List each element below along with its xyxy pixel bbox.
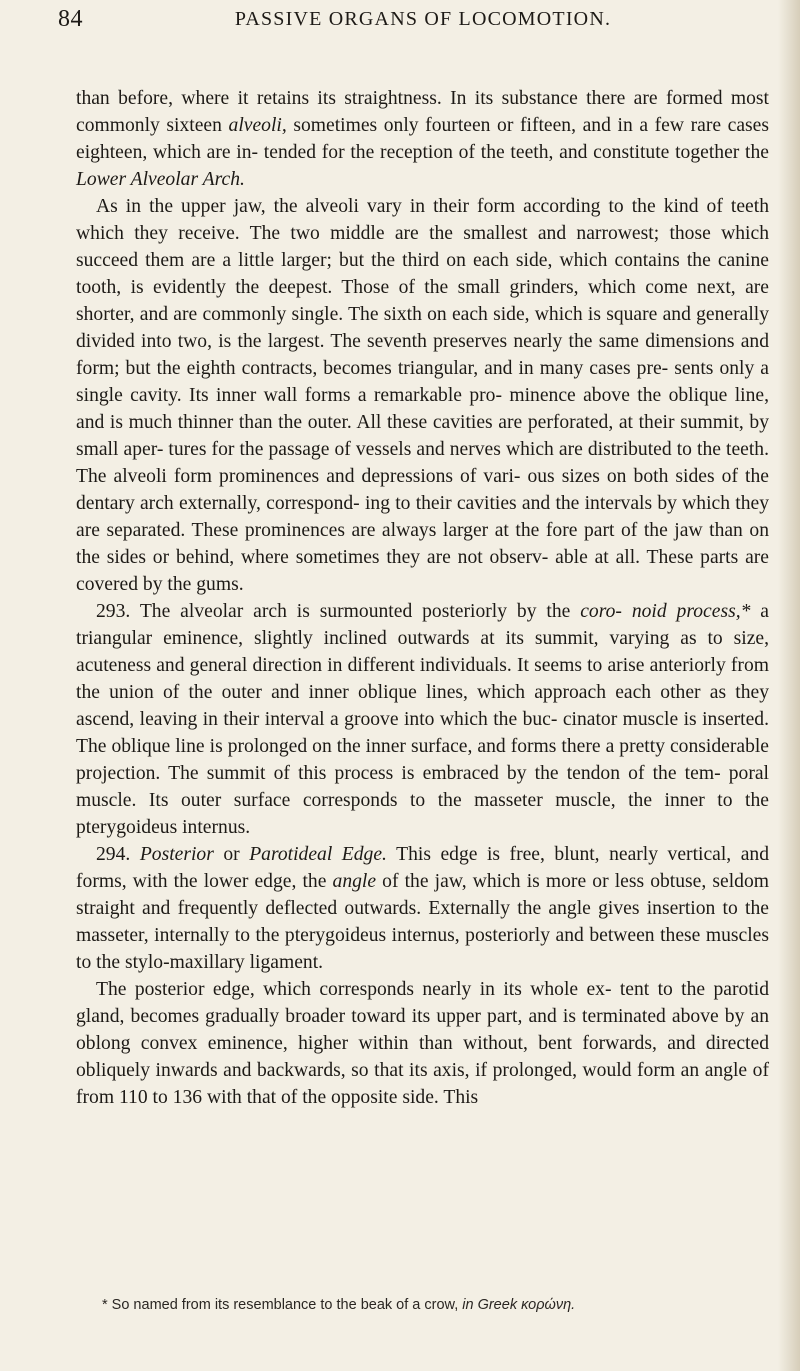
term-parotideal-edge: Parotideal Edge. — [249, 844, 387, 865]
term-lower-alveolar-arch: Lower Alveolar Arch. — [76, 169, 245, 190]
footnote: * So named from its resemblance to the beak of a crow, in Greek κορώνη. — [102, 1297, 576, 1313]
page-edge-shadow — [778, 0, 800, 1371]
term-angle: angle — [332, 871, 377, 892]
paragraph-2: As in the upper jaw, the alveoli vary in their form according to the kind of teeth which they receive. The two middle are the smallest and narrowest; those which succeed them are a little larger; but the third on each side, which contains the canine tooth, is evidently the deepest. Those of the small grinders, which come next, are shorter, and are commonly single. The sixth on each side, which is square and generally divided into two, is the largest. The seventh preserves nearly the same dimensions and form; but the eighth contracts, becomes triangular, and in many cases pre- sents only a single cavity. Its inner wall forms a remarkable pro- minence above the oblique line, and is much thinner than the outer. All these cavities are perforated, at their summit, by small aper- tures for the passage of vessels and nerves which are distributed to the teeth. The alveoli form prominences and depressions of vari- ous sizes on both sides of the dentary arch externally, correspond- ing to their cavities and the intervals by which they are separated. These prominences are always larger at the fore part of the jaw than on the sides or behind, where sometimes they are not observ- able at all. These parts are covered by the gums. — [76, 196, 769, 595]
page-number: 84 — [58, 6, 83, 32]
term-alveoli: alveoli, — [228, 115, 287, 136]
paragraph-5: The posterior edge, which corresponds nearly in its whole ex- tent to the parotid gland, becomes gradually broader toward its upper part, and is terminated above by an oblong convex eminence, higher within than without, bent forwards, and directed obliquely inwards and backwards, so that its axis, if prolonged, would form an angle of from 110 to 136 with that of the opposite side. This — [76, 979, 769, 1108]
section-number-293: 293. — [96, 601, 131, 622]
term-coronoid-process: coro- noid process,* — [580, 601, 751, 622]
section-number-294: 294. — [96, 844, 131, 865]
paragraph-294: 294. Posterior or Parotideal Edge. This edge is free, blunt, nearly vertical, and forms, with the lower edge, the angle of the jaw, which is more or less obtuse, seldom straight and frequently deflected outwards. Externally the angle gives insertion to the masseter, internally to the pterygoideus internus, posteriorly and between these muscles to the stylo-maxillary ligament. — [76, 844, 770, 973]
paragraph-293: 293. The alveolar arch is surmounted posteriorly by the coro- noid process,* a triangular eminence, slightly inclined outwards at its summit, varying as to size, acuteness and general direction in different individuals. It seems to arise anteriorly from the union of the outer and inner oblique lines, which approach each other as they ascend, leaving in their interval a groove into which the buc- cinator muscle is inserted. The oblique line is prolonged on the inner surface, and forms there a pretty considerable projection. The summit of this process is embraced by the tendon of the tem- poral muscle. Its outer surface corresponds to the masseter muscle, the inner to the pterygoideus internus. — [76, 601, 769, 838]
running-title: PASSIVE ORGANS OF LOCOMOTION. — [234, 8, 612, 30]
paragraph-1: than before, where it retains its straightness. In its substance there are formed most commonly sixteen alveoli, sometimes only fourteen or fifteen, and in a few rare cases eighteen, which are in- tended for the reception of the teeth, and constitute together the Lower Alveolar Arch. — [76, 88, 769, 190]
page-header — [58, 6, 748, 46]
body-text — [76, 85, 769, 1111]
term-posterior: Posterior — [139, 844, 214, 865]
